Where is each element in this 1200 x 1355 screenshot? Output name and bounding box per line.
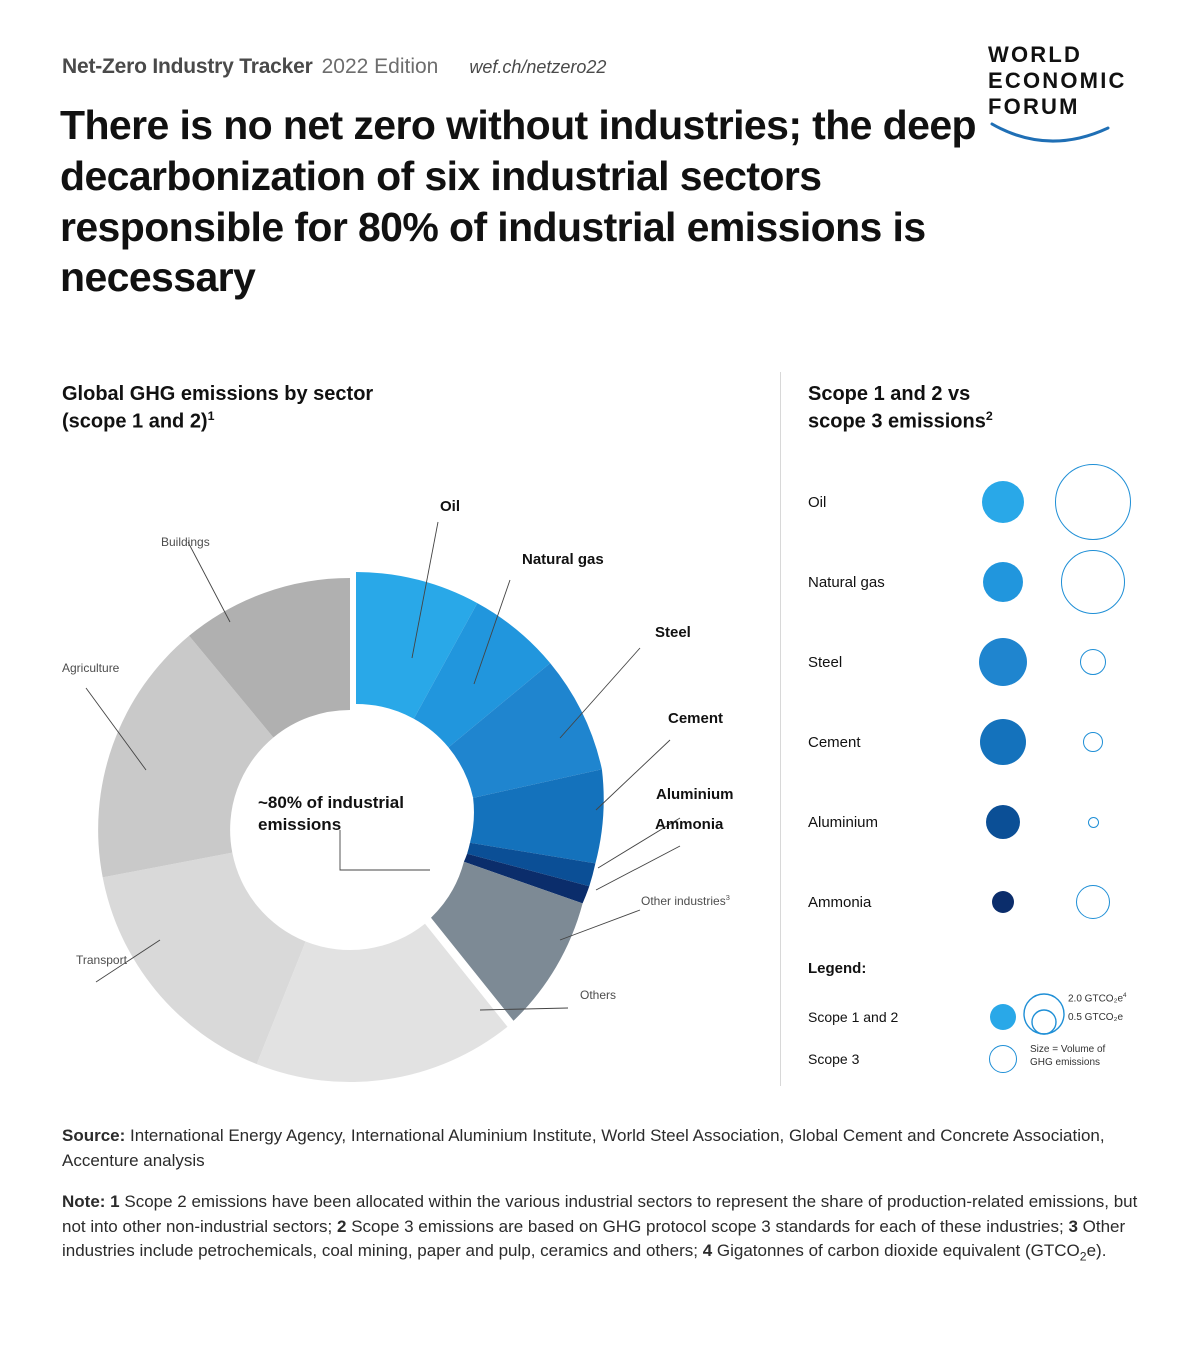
bubble-scope12-steel-cell [958,638,1048,686]
edition-label: 2022 Edition [321,55,439,78]
label-natural-gas: Natural gas [522,551,604,568]
left-chart-title-line1: Global GHG emissions by sector [62,383,374,405]
label-buildings: Buildings [161,535,210,549]
label-others: Others [580,988,617,1002]
bubble-row-ammonia [808,862,1138,942]
legend-size-caption-line1: Size = Volume of [1030,1044,1106,1055]
tracker-title: Net-Zero Industry Tracker [62,55,313,78]
note-body-1: Scope 2 emissions have been allocated within the various industrial sectors to represent the share of production-related emissions, but not into other non-industrial sectors; [62,1192,1138,1236]
bubble-scope12-steel[interactable] [979,638,1027,686]
bubble-scope12-ammonia-cell [958,891,1048,913]
note-body-4a: Gigatonnes of carbon dioxide equivalent (GTCO [716,1241,1080,1261]
legend-size-circles-icon [1018,988,1070,1036]
source-text [62,1124,1142,1173]
legend-size-big-label: 2.0 $GTCO_2e^4$ [1068,992,1127,1005]
right-chart-title [808,381,993,436]
legend-swatch-scope3 [989,1045,1017,1073]
donut-chart [40,470,780,1090]
note-label-4: 4 [702,1241,713,1261]
bubble-scope3-aluminium-cell [1048,817,1138,828]
logo-line-world: WORLD [988,42,1083,67]
bubble-scope12-cement[interactable] [980,719,1026,765]
bubble-label-natural-gas: Natural gas [808,573,885,591]
logo-line-forum: FORUM [988,93,1080,119]
bubble-label-oil: Oil [808,493,827,511]
left-chart-title-line2: (scope 1 and 2) [62,410,208,433]
bubble-scope3-ammonia-cell [1048,885,1138,919]
bubble-label-cement: Cement [808,733,861,751]
bubble-scope3-natural-gas[interactable] [1061,550,1125,614]
bubble-scope3-natural-gas-cell [1048,550,1138,614]
bubble-scope3-aluminium[interactable] [1088,817,1099,828]
bubble-scope3-oil[interactable] [1055,464,1131,540]
bubble-row-cement [808,702,1138,782]
bubble-scope12-natural-gas[interactable] [983,562,1023,602]
left-chart-title [62,381,373,436]
legend-label-scope12: Scope 1 and 2 [808,1009,899,1025]
note-body-2: Scope 3 emissions are based on GHG protocol scope 3 standards for each of these industries; [351,1216,1064,1236]
label-agriculture: Agriculture [62,661,120,675]
label-steel: Steel [655,624,691,641]
bubble-label-aluminium: Aluminium [808,813,879,831]
note-body-4b: e). [1086,1241,1107,1261]
note-subscript: 2 [1079,1249,1087,1264]
legend-label-scope3: Scope 3 [808,1051,860,1067]
source-label: Source: [62,1126,126,1145]
bubble-scope3-steel[interactable] [1080,649,1106,675]
header [62,55,606,79]
label-cement: Cement [668,710,724,727]
label-other-industries: Other industries$^3$ [641,893,730,908]
legend-size-caption [1030,1044,1105,1069]
bubble-scope12-aluminium-cell [958,805,1048,839]
bubble-label-steel: Steel [808,653,843,671]
right-chart-title-line2: scope 3 emissions [808,410,986,433]
legend-title: Legend: [808,960,867,977]
label-oil: Oil [440,498,461,515]
legend-size-caption-line2: GHG emissions [1030,1056,1101,1068]
bubble-row-aluminium [808,782,1138,862]
right-chart-title-footnote: 2 [985,409,993,423]
legend-swatch-scope12 [990,1004,1016,1030]
bubble-scope3-oil-cell [1048,464,1138,540]
left-chart-title-footnote: 1 [207,409,215,423]
bubble-scope12-oil[interactable] [982,481,1024,523]
right-chart-title-line1: Scope 1 and 2 vs [808,383,971,405]
bubble-scope3-cement-cell [1048,732,1138,752]
bubble-scope12-natural-gas-cell [958,562,1048,602]
bubble-scope3-steel-cell [1048,649,1138,675]
label-transport: Transport [76,953,127,967]
bubble-scope3-ammonia[interactable] [1076,885,1110,919]
logo-line-economic: ECONOMIC [988,67,1127,93]
bubble-scope12-cement-cell [958,719,1048,765]
panel-divider [780,372,781,1086]
note-label-2: 2 [337,1216,347,1236]
note-label-1: Note: 1 [62,1192,120,1211]
label-aluminium: Aluminium [656,786,734,803]
bubble-row-steel [808,622,1138,702]
bubble-scope12-oil-cell [958,481,1048,523]
note-text [62,1190,1142,1266]
bubble-scope12-aluminium[interactable] [986,805,1020,839]
legend-size-small-label: 0.5 GTCO₂e [1068,1012,1124,1023]
note-label-3: 3 [1068,1216,1078,1236]
label-ammonia: Ammonia [655,816,724,833]
page-title: There is no net zero without industries; the deep decarbonization of six industrial sectors responsible for 80% of industrial emissions is necessary [60,102,976,301]
donut-center-label: ~80% of industrial emissions [258,793,404,835]
bubble-label-ammonia: Ammonia [808,893,872,911]
donut-chart-svg [40,470,780,1090]
bubble-row-natural-gas [808,542,1138,622]
bubble-row-oil [808,462,1138,542]
bubble-scope3-cement[interactable] [1083,732,1103,752]
source-body: International Energy Agency, International Aluminium Institute, World Steel Association, Global Cement and Concrete Association, Accenture analysis [62,1126,1105,1170]
tracker-url[interactable]: wef.ch/netzero22 [469,57,607,77]
note-body-3: Other industries include petrochemicals, coal mining, paper and pulp, ceramics and others; [62,1216,1126,1261]
bubble-scope12-ammonia[interactable] [992,891,1014,913]
